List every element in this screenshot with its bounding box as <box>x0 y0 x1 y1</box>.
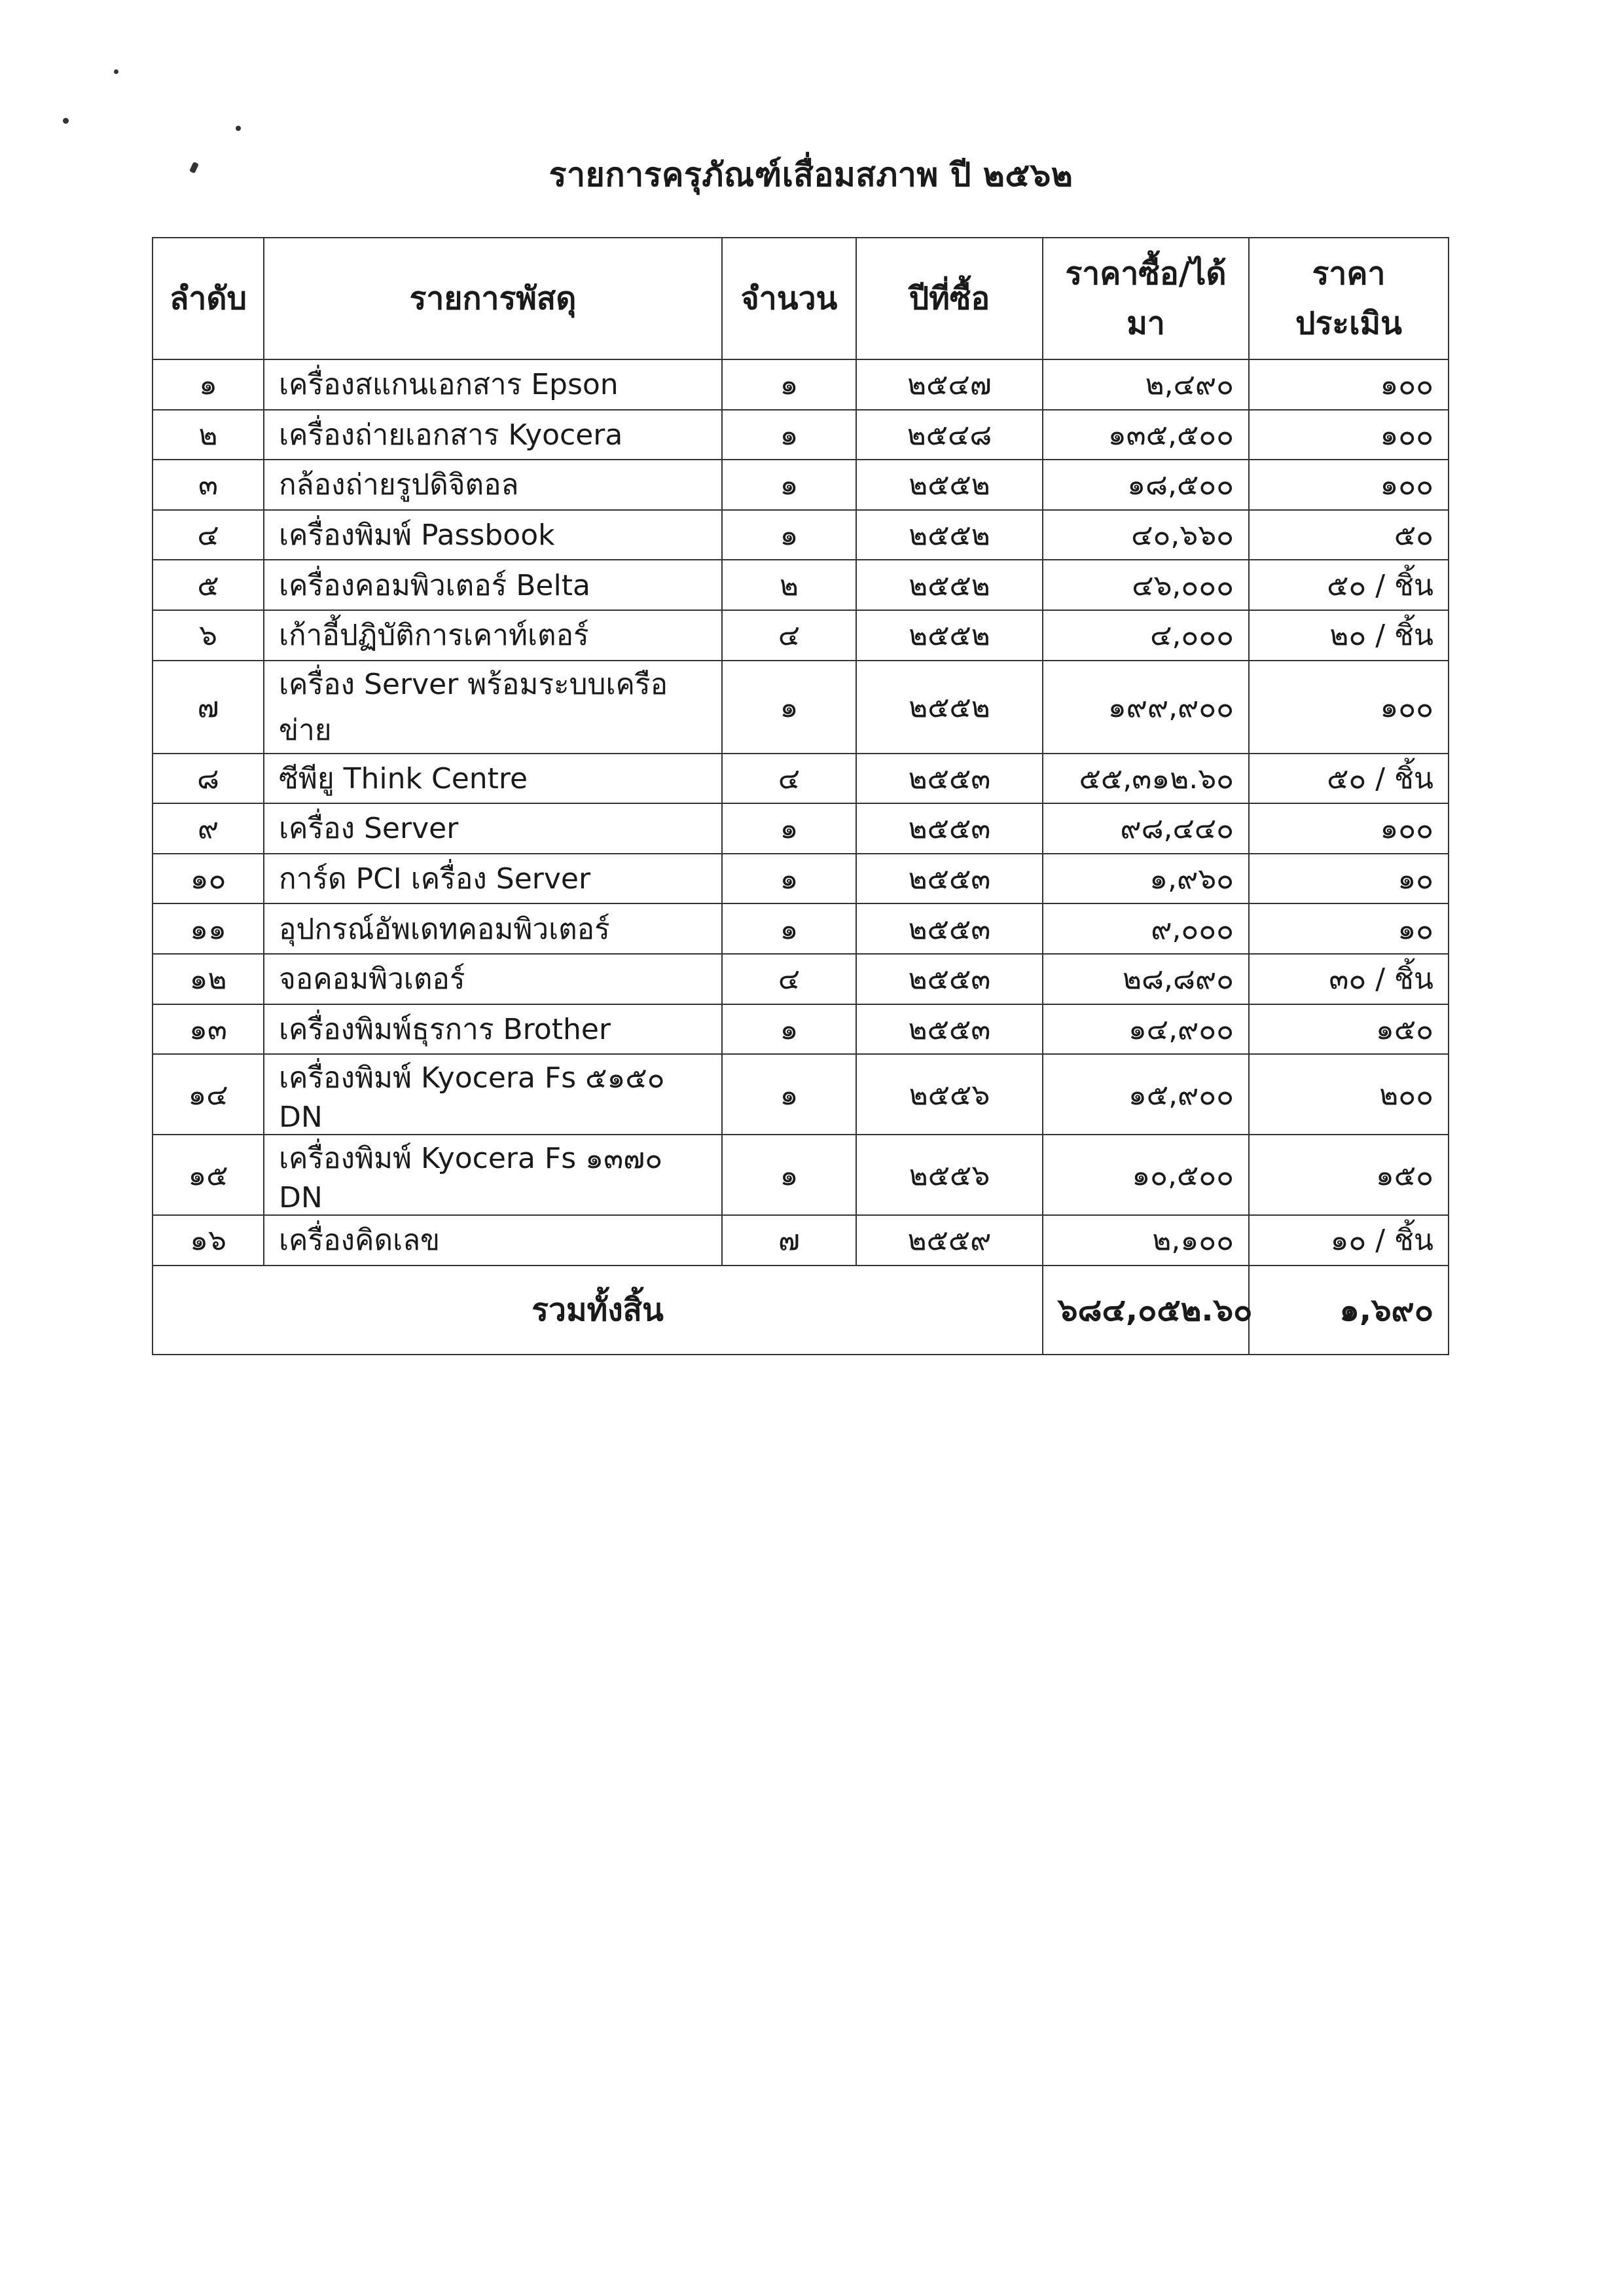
cell-year: ๒๕๕๖ <box>856 1054 1043 1135</box>
cell-qty: ๑ <box>722 410 856 460</box>
total-label: รวมทั้งสิ้น <box>153 1266 1043 1355</box>
cell-item: เครื่องพิมพ์ Kyocera Fs ๑๓๗๐ DN <box>264 1135 722 1215</box>
cell-year: ๒๕๕๓ <box>856 803 1043 854</box>
table-row <box>153 754 1449 804</box>
cell-appraisal: ๑๕๐ <box>1249 1135 1449 1215</box>
cell-price: ๑,๙๖๐ <box>1043 854 1249 904</box>
scan-speck <box>63 118 69 124</box>
cell-item: เก้าอี้ปฏิบัติการเคาท์เตอร์ <box>264 610 722 661</box>
cell-no: ๑๑ <box>153 903 264 954</box>
col-header-qty: จำนวน <box>722 238 856 359</box>
table-row <box>153 510 1449 560</box>
cell-price: ๒,๔๙๐ <box>1043 359 1249 410</box>
cell-appraisal: ๒๐๐ <box>1249 1054 1449 1135</box>
cell-no: ๑๕ <box>153 1135 264 1215</box>
table-row <box>153 803 1449 854</box>
cell-price: ๑๓๕,๕๐๐ <box>1043 410 1249 460</box>
total-price: ๖๘๔,๐๕๒.๖๐ <box>1043 1266 1249 1355</box>
cell-qty: ๑ <box>722 359 856 410</box>
cell-year: ๒๕๕๓ <box>856 1004 1043 1055</box>
cell-no: ๓ <box>153 460 264 510</box>
cell-no: ๑๓ <box>153 1004 264 1055</box>
cell-item: เครื่อง Server พร้อมระบบเครือข่าย <box>264 661 722 754</box>
cell-item: อุปกรณ์อัพเดทคอมพิวเตอร์ <box>264 903 722 954</box>
cell-qty: ๑ <box>722 1135 856 1215</box>
table-row <box>153 954 1449 1004</box>
cell-year: ๒๕๕๖ <box>856 1135 1043 1215</box>
cell-qty: ๒ <box>722 560 856 610</box>
cell-no: ๒ <box>153 410 264 460</box>
cell-no: ๑๒ <box>153 954 264 1004</box>
cell-item: กล้องถ่ายรูปดิจิตอล <box>264 460 722 510</box>
cell-no: ๔ <box>153 510 264 560</box>
cell-year: ๒๕๕๙ <box>856 1215 1043 1266</box>
table-row <box>153 410 1449 460</box>
cell-item: เครื่อง Server <box>264 803 722 854</box>
cell-appraisal: ๑๕๐ <box>1249 1004 1449 1055</box>
cell-appraisal: ๑๐๐ <box>1249 661 1449 754</box>
cell-item: เครื่องคิดเลข <box>264 1215 722 1266</box>
scan-speck <box>236 126 241 131</box>
cell-year: ๒๕๕๒ <box>856 560 1043 610</box>
document-title: รายการครุภัณฑ์เสื่อมสภาพ ปี ๒๕๖๒ <box>549 156 1073 194</box>
cell-item: เครื่องคอมพิวเตอร์ Belta <box>264 560 722 610</box>
table-row <box>153 1004 1449 1055</box>
cell-price: ๔๐,๖๖๐ <box>1043 510 1249 560</box>
table-row <box>153 854 1449 904</box>
cell-qty: ๔ <box>722 754 856 804</box>
cell-qty: ๑ <box>722 460 856 510</box>
cell-year: ๒๕๕๓ <box>856 754 1043 804</box>
cell-no: ๖ <box>153 610 264 661</box>
cell-price: ๑๐,๕๐๐ <box>1043 1135 1249 1215</box>
cell-qty: ๑ <box>722 510 856 560</box>
cell-no: ๑๔ <box>153 1054 264 1135</box>
cell-qty: ๔ <box>722 954 856 1004</box>
col-header-item: รายการพัสดุ <box>264 238 722 359</box>
cell-item: ซีพียู Think Centre <box>264 754 722 804</box>
cell-item: จอคอมพิวเตอร์ <box>264 954 722 1004</box>
cell-year: ๒๕๕๒ <box>856 661 1043 754</box>
cell-year: ๒๕๕๓ <box>856 854 1043 904</box>
cell-price: ๕๕,๓๑๒.๖๐ <box>1043 754 1249 804</box>
cell-appraisal: ๑๐ / ชิ้น <box>1249 1215 1449 1266</box>
cell-no: ๑ <box>153 359 264 410</box>
scan-speck <box>114 69 118 74</box>
cell-qty: ๑ <box>722 854 856 904</box>
table-row <box>153 1215 1449 1266</box>
cell-item: เครื่องพิมพ์ธุรการ Brother <box>264 1004 722 1055</box>
total-row <box>153 1266 1449 1355</box>
cell-year: ๒๕๕๒ <box>856 610 1043 661</box>
table-header-row <box>153 238 1449 359</box>
cell-year: ๒๕๔๘ <box>856 410 1043 460</box>
cell-no: ๙ <box>153 803 264 854</box>
cell-year: ๒๕๕๓ <box>856 954 1043 1004</box>
cell-appraisal: ๑๐๐ <box>1249 460 1449 510</box>
col-header-price: ราคาซื้อ/ได้มา <box>1043 238 1249 359</box>
cell-year: ๒๕๕๒ <box>856 510 1043 560</box>
cell-price: ๒,๑๐๐ <box>1043 1215 1249 1266</box>
cell-price: ๙,๐๐๐ <box>1043 903 1249 954</box>
table-row <box>153 610 1449 661</box>
table-row <box>153 1054 1449 1135</box>
cell-item: เครื่องพิมพ์ Passbook <box>264 510 722 560</box>
cell-qty: ๗ <box>722 1215 856 1266</box>
cell-price: ๑๘,๕๐๐ <box>1043 460 1249 510</box>
cell-price: ๔,๐๐๐ <box>1043 610 1249 661</box>
cell-price: ๒๘,๘๙๐ <box>1043 954 1249 1004</box>
table-row <box>153 560 1449 610</box>
cell-qty: ๑ <box>722 1004 856 1055</box>
cell-price: ๑๙๙,๙๐๐ <box>1043 661 1249 754</box>
cell-qty: ๑ <box>722 803 856 854</box>
cell-appraisal: ๑๐๐ <box>1249 410 1449 460</box>
cell-no: ๑๐ <box>153 854 264 904</box>
cell-item: เครื่องถ่ายเอกสาร Kyocera <box>264 410 722 460</box>
col-header-year: ปีที่ซื้อ <box>856 238 1043 359</box>
cell-item: เครื่องสแกนเอกสาร Epson <box>264 359 722 410</box>
cell-appraisal: ๑๐๐ <box>1249 359 1449 410</box>
cell-qty: ๑ <box>722 903 856 954</box>
table-row <box>153 661 1449 754</box>
total-appraisal: ๑,๖๙๐ <box>1249 1266 1449 1355</box>
cell-appraisal: ๑๐ <box>1249 903 1449 954</box>
cell-qty: ๔ <box>722 610 856 661</box>
cell-price: ๔๖,๐๐๐ <box>1043 560 1249 610</box>
cell-appraisal: ๕๐ / ชิ้น <box>1249 754 1449 804</box>
cell-qty: ๑ <box>722 1054 856 1135</box>
cell-appraisal: ๒๐ / ชิ้น <box>1249 610 1449 661</box>
cell-appraisal: ๕๐ / ชิ้น <box>1249 560 1449 610</box>
table-row <box>153 359 1449 410</box>
cell-no: ๘ <box>153 754 264 804</box>
table-row <box>153 903 1449 954</box>
cell-no: ๗ <box>153 661 264 754</box>
cell-qty: ๑ <box>722 661 856 754</box>
cell-year: ๒๕๔๗ <box>856 359 1043 410</box>
cell-appraisal: ๑๐ <box>1249 854 1449 904</box>
col-header-appraisal: ราคาประเมิน <box>1249 238 1449 359</box>
col-header-no: ลำดับ <box>153 238 264 359</box>
cell-price: ๙๘,๔๔๐ <box>1043 803 1249 854</box>
cell-item: การ์ด PCI เครื่อง Server <box>264 854 722 904</box>
cell-year: ๒๕๕๒ <box>856 460 1043 510</box>
cell-year: ๒๕๕๓ <box>856 903 1043 954</box>
cell-appraisal: ๑๐๐ <box>1249 803 1449 854</box>
cell-item: เครื่องพิมพ์ Kyocera Fs ๕๑๕๐ DN <box>264 1054 722 1135</box>
cell-no: ๕ <box>153 560 264 610</box>
inventory-table <box>152 237 1449 1355</box>
cell-appraisal: ๓๐ / ชิ้น <box>1249 954 1449 1004</box>
cell-price: ๑๕,๙๐๐ <box>1043 1054 1249 1135</box>
cell-price: ๑๔,๙๐๐ <box>1043 1004 1249 1055</box>
table-row <box>153 1135 1449 1215</box>
table-row <box>153 460 1449 510</box>
cell-no: ๑๖ <box>153 1215 264 1266</box>
cell-appraisal: ๕๐ <box>1249 510 1449 560</box>
